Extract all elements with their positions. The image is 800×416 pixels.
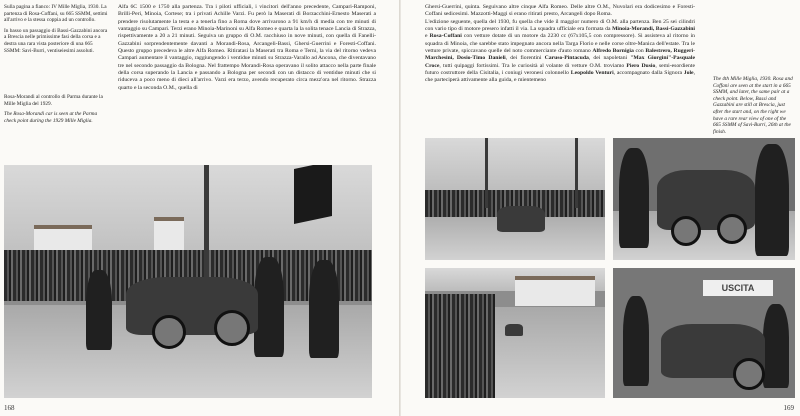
- body-run: , dei napoletani: [588, 55, 631, 62]
- caption-italian-2: In basso un passaggio di Bassi-Gazzabini ancora a Brescia nelle primissime fasi della corsa e a destra una rara vista posteriore di una 665 SSMM: Savi-Burri, ventiseiesimi assoluti.: [4, 27, 108, 54]
- photo-sky: [425, 138, 605, 193]
- body-bold-run: Leopoldo Venturi: [570, 70, 614, 77]
- photo-rear-view: [613, 268, 795, 398]
- body-run: con vetture dotate di un motore da 2230 cc (67x105,5 con compressore). Si assisteva al ritorno in squadra di Minoia, che sarebbe stato impegnato ancora nella Targa Florio e nelle corse oltre-Manica dell'estate. Tra le vetture private, spiccavano quelle del noto commerciante d'auto romano: [425, 33, 695, 55]
- photo-parma-checkpoint: [4, 165, 372, 398]
- body-run: , tutti quipaggi fortissimi. Tra le curiosità al volante di vetture O.M. troviamo: [439, 62, 627, 69]
- photo-check-point: [613, 138, 795, 260]
- body-run: , semi-esordiente futuro costruttore della Cisitalia, i coniugi veronesi colonnello: [425, 62, 695, 77]
- page-number-right: 169: [783, 404, 794, 412]
- photo-pole: [575, 138, 578, 208]
- photo-figure: [309, 260, 339, 358]
- body-bold-run: Marchesini, Dosio-Timo Danieli: [425, 55, 506, 62]
- right-body-para-2: [425, 19, 695, 85]
- photo-car: [505, 324, 523, 336]
- caption-italian-parma: Rosa-Morandi al controllo di Parma durante la Mille Miglia del 1929.: [4, 94, 103, 107]
- photo-wheel: [671, 216, 701, 246]
- body-run: , accompagnato dalla Signora: [613, 70, 684, 77]
- photo-figure: [619, 148, 649, 248]
- photo-figure: [254, 257, 284, 357]
- photo-crowd: [425, 294, 495, 398]
- body-bold-run: Alfredo Bornigia: [592, 48, 634, 55]
- right-body-text: [425, 4, 695, 85]
- body-run: e: [425, 33, 430, 40]
- body-run: , che parteciperà attivamente alla guida, e mientemeno: [425, 70, 695, 84]
- photo-flag: [294, 165, 332, 224]
- left-caption-top: [4, 4, 108, 58]
- left-caption-bottom: [4, 94, 108, 128]
- page-number-left: 168: [4, 404, 15, 412]
- photo-banner-sign: USCITA: [703, 280, 773, 296]
- body-run: -: [693, 48, 695, 55]
- photo-brescia-road: [425, 268, 605, 398]
- left-page: [0, 0, 399, 416]
- photo-wheel: [152, 315, 186, 349]
- body-run: , dei fiorentini: [505, 55, 545, 62]
- body-bold-run: "Max Giorgini"-Pasquale Croce: [425, 55, 695, 69]
- right-body-para-1: Ghersi-Guerrini, quinta. Seguivano altre cinque Alfa Romeo. Delle altre O.M., Nuvolari era dodicesimo e Foresti-Coffani sedicesimi. Mazzotti-Maggi si erano ritirati presto, Arcangeli dopo Roma.: [425, 4, 695, 18]
- photo-car: [497, 206, 545, 232]
- photo-figure: [755, 144, 789, 256]
- photo-figure: [763, 304, 789, 388]
- body-bold-run: Rosa-Coffani: [429, 33, 462, 40]
- caption-italian-1: Sulla pagina a fianco: IV Mille Miglia, 1930. La partenza di Rosa-Coffani, su 665 SSMM, settimi all'arrivo e la stessa coppia ad un controllo.: [4, 4, 108, 24]
- photo-figure: [86, 270, 112, 350]
- photo-start-crowd: [425, 138, 605, 260]
- body-run: -: [562, 55, 565, 62]
- photo-figure: [623, 296, 649, 386]
- photo-wheel: [214, 310, 250, 346]
- body-bold-run: Balestrero, Ruggeri: [645, 48, 694, 55]
- photo-pole: [485, 138, 488, 208]
- right-page: [401, 0, 800, 416]
- body-run: L'edizione seguente, quella del 1930, fu quella che vide il maggior numero di O.M. alla partenza. Ben 25 sei cilindri con vario tipo di motore presero infatti il via. La squadra ufficiale era formata da: [425, 18, 695, 33]
- left-body-text: Alfa 6C 1500 e 1750 alla partenza. Tra i piloti ufficiali, i vincitori dell'anno precedente, Campari-Ramponi, Brilli-Peri, Minoia, Cortese; tra i privati Achille Varzi. Fu però la Maserati di Borzacchini-Ernesto Maserati a prendere risolutamente la testa e a tenerla fino a Roma dove arrivarono a 91 km/h di media con tre minuti di vantaggio su Campari. Terzi erano Minoia-Marinoni su Alfa Romeo e quarta la la solita tenace Lancia di Strazza, rispettivamente a 20 a 21 minuti. Seguiva un gruppo di O.M. racchiuso in nove minuti, con quella di Fanelli-Gazzabini sorprendentemente davanti a Morandi-Rosa, Arcangeli-Bassi, Ghersi-Guerrini e Foresti-Coffani. Questo gruppo precedeva le altre Alfa Romeo. Ritiratasi la Maserati tra Roma e Terni, la via del ritorno vedeva Campari aumentare il vantaggio, raggiungendo i ventidue minuti su Strazza-Varallo ad Ancona, che diventavano tre nel secondo passaggio da Bologna. Nel frattempo Morandi-Rosa operavano il solito attacco nella parte finale della corsa superando la Lancia e passando a Bologna per secondi con un distacco di ventidue minuti che si riduceva a poco meno di dieci all'arrivo. Varzi era terzo, avendo recuperato circa mezz'ora nel ritorno. Strazza quarto e la seconda O.M., quella di: [118, 4, 376, 91]
- body-bold-run: Minoia-Morandi, Bassi-Gazzabini: [612, 26, 695, 33]
- body-bold-run: Pintacuda: [564, 55, 589, 62]
- photo-building: [515, 276, 595, 306]
- caption-english-parma: The Rosa-Morandi car is seen at the Parma check point during the 1929 Mille Miglia.: [4, 111, 98, 124]
- photo-wheel: [717, 214, 747, 244]
- photo-wheel: [733, 358, 765, 390]
- body-bold-run: Jole: [683, 70, 694, 77]
- body-bold-run: Piero Dusio: [626, 62, 656, 69]
- right-caption-english: The 4th Mille Miglia, 1930. Rosa and Coffani are seen at the start in a 665 SSMM, and later, the same pair at a check point. Below, Bassi and Gazzabini are still at Brescia, just after the start and, on the right we have a rare rear view of one of the 665 SSMM of Savi-Burri, 26th at the finish.: [713, 76, 793, 135]
- body-bold-run: Caruso: [544, 55, 563, 62]
- body-run: con: [633, 48, 646, 55]
